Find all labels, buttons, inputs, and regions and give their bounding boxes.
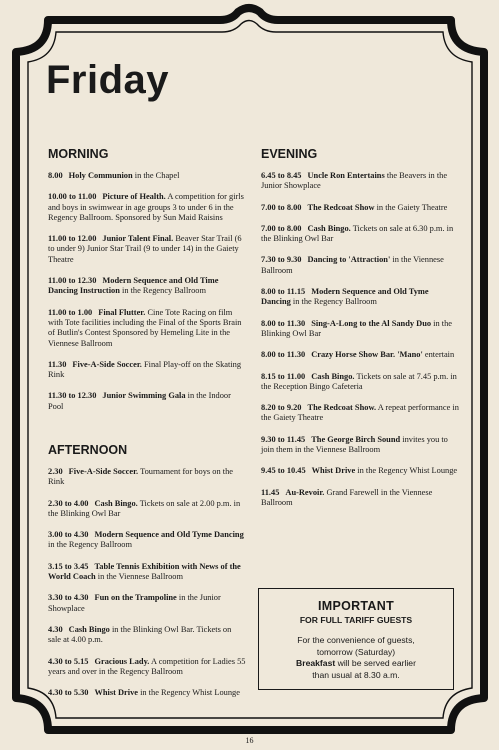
event-item bbox=[48, 499, 246, 520]
event-item bbox=[48, 657, 246, 678]
event-time: 7.00 to 8.00 bbox=[261, 202, 302, 212]
page-number: 16 bbox=[245, 736, 254, 745]
event-description: Grand Farewell in the Viennese Ballroom bbox=[261, 487, 433, 507]
event-name: Dancing to 'Attraction' bbox=[307, 255, 391, 265]
event-time: 2.30 to 4.00 bbox=[48, 498, 89, 508]
event-name: Modern Sequence and Old Tyme Dancing bbox=[94, 530, 244, 540]
event-description: in the Indoor Pool bbox=[48, 391, 231, 411]
event-item bbox=[48, 171, 246, 181]
event-description: A competition for girls and boys in swimwear in age groups 3 to under 6 in the Regency Ballroom. Sponsored by Sun Maid Raisins bbox=[48, 192, 244, 222]
event-time: 2.30 bbox=[48, 467, 63, 476]
morning-heading: MORNING bbox=[48, 147, 109, 161]
event-item bbox=[48, 467, 246, 488]
event-time: 9.30 to 11.45 bbox=[261, 434, 306, 444]
event-time: 11.45 bbox=[261, 487, 280, 497]
event-time: 8.15 to 11.00 bbox=[261, 371, 306, 381]
event-item bbox=[261, 466, 459, 476]
event-description: Tickets on sale at 2.00 p.m. in the Blinking Owl Bar bbox=[48, 498, 241, 518]
event-time: 7.30 to 9.30 bbox=[261, 255, 302, 265]
notice-line-2: tomorrow (Saturday) bbox=[316, 646, 396, 657]
afternoon-events bbox=[48, 467, 246, 709]
event-description: in the Viennese Ballroom bbox=[261, 255, 444, 275]
event-item bbox=[48, 562, 246, 583]
event-name: Cash Bingo. bbox=[311, 371, 355, 381]
event-description: A repeat performance in the Gaiety Theatre bbox=[261, 403, 459, 423]
event-item bbox=[48, 276, 246, 297]
event-item bbox=[261, 350, 459, 360]
event-item bbox=[48, 593, 246, 614]
notice-line-1: For the convenience of guests, bbox=[297, 635, 415, 645]
event-description: Tickets on sale at 6.30 p.m. in the Blinking Owl Bar bbox=[261, 223, 454, 244]
event-time: 11.00 to 12.30 bbox=[48, 276, 97, 286]
evening-events bbox=[261, 171, 459, 519]
event-time: 3.15 to 3.45 bbox=[48, 561, 89, 571]
event-item bbox=[261, 319, 459, 340]
event-description: in the Blinking Owl Bar. Tickets on sale at 4.00 p.m. bbox=[48, 624, 232, 645]
afternoon-heading: AFTERNOON bbox=[48, 443, 128, 457]
event-description: Cine Tote Racing on film with Tote facilities including the Final of the Sports Brain of Butlin's Contest Sponsored by Hemeling Lite in the Viennese Ballroom bbox=[48, 307, 242, 348]
event-item bbox=[261, 435, 459, 456]
event-description: in the Regency Ballroom bbox=[119, 286, 206, 296]
event-item bbox=[48, 192, 246, 223]
event-name: Holy Communion bbox=[68, 171, 133, 180]
event-description: Beaver Star Trail (6 to under 9) Junior Star Trail (9 to under 14) in the Gaiety Theatre bbox=[48, 234, 242, 264]
event-time: 4.30 to 5.30 bbox=[48, 688, 89, 698]
event-item bbox=[261, 203, 459, 213]
event-name: Whist Drive bbox=[94, 688, 138, 698]
event-name: Sing-A-Long to the Al Sandy Duo bbox=[311, 318, 432, 328]
event-time: 3.30 to 4.30 bbox=[48, 593, 89, 603]
notice-line-3-rest: will be served earlier bbox=[335, 658, 416, 668]
event-name: Whist Drive bbox=[311, 466, 356, 476]
event-description: in the Regency Ballroom bbox=[48, 540, 132, 550]
event-item bbox=[48, 308, 246, 349]
page-title: Friday bbox=[46, 58, 170, 102]
event-name: The Redcoat Show bbox=[307, 202, 375, 212]
event-item bbox=[48, 391, 246, 412]
event-time: 8.00 to 11.30 bbox=[261, 350, 306, 360]
event-description: in the Junior Showplace bbox=[48, 593, 221, 613]
event-name: Gracious Lady. bbox=[94, 656, 150, 666]
event-name: Cash Bingo. bbox=[307, 223, 351, 233]
event-item bbox=[48, 530, 246, 551]
event-item bbox=[261, 287, 459, 308]
event-name: Final Flutter. bbox=[98, 307, 146, 317]
event-time: 11.30 bbox=[48, 359, 67, 369]
event-item bbox=[261, 403, 459, 424]
event-name: Junior Talent Final. bbox=[102, 234, 174, 244]
event-time: 11.30 to 12.30 bbox=[48, 391, 97, 401]
notice-body bbox=[259, 635, 453, 681]
event-name: The George Birch Sound bbox=[311, 434, 401, 444]
event-name: Cash Bingo bbox=[68, 624, 110, 634]
event-time: 10.00 to 11.00 bbox=[48, 192, 97, 202]
event-description: in the Blinking Owl Bar bbox=[261, 318, 452, 338]
event-time: 8.00 to 11.30 bbox=[261, 318, 306, 328]
event-description: invites you to join them in the Viennese Ballroom bbox=[261, 434, 448, 455]
event-item bbox=[261, 372, 459, 393]
notice-breakfast: Breakfast bbox=[296, 658, 336, 668]
notice-line-4: than usual at 8.30 a.m. bbox=[312, 669, 400, 680]
evening-heading: EVENING bbox=[261, 147, 318, 161]
event-time: 3.00 to 4.30 bbox=[48, 530, 89, 540]
event-description: Tickets on sale at 7.45 p.m. in the Reception Bingo Cafeteria bbox=[261, 371, 457, 391]
event-description: A competition for Ladies 55 years and over in the Regency Ballroom bbox=[48, 656, 246, 676]
event-name: Fun on the Trampoline bbox=[94, 593, 177, 603]
event-item bbox=[261, 224, 459, 245]
event-item bbox=[261, 255, 459, 276]
event-name: Au-Revoir. bbox=[285, 487, 325, 497]
notice-title: IMPORTANT bbox=[317, 599, 395, 613]
event-time: 4.30 bbox=[48, 624, 63, 634]
important-notice-box bbox=[258, 588, 454, 690]
event-name: Picture of Health. bbox=[102, 192, 166, 202]
notice-subtitle: FOR FULL TARIFF GUESTS bbox=[299, 615, 413, 625]
event-description: in the Regency Whist Lounge bbox=[137, 688, 240, 698]
event-name: Junior Swimming Gala bbox=[102, 391, 186, 401]
event-item bbox=[261, 488, 459, 509]
event-time: 8.20 to 9.20 bbox=[261, 403, 302, 413]
notice-line-3 bbox=[259, 658, 453, 670]
event-time: 6.45 to 8.45 bbox=[261, 171, 302, 180]
event-description: Final Play-off on the Skating Rink bbox=[48, 359, 242, 380]
event-name: Modern Sequence and Old Time Dancing Instruction bbox=[48, 276, 219, 296]
event-description: in the Gaiety Theatre bbox=[374, 202, 448, 212]
event-name: Modern Sequence and Old Tyme Dancing bbox=[261, 287, 429, 307]
event-item bbox=[48, 360, 246, 381]
event-description: in the Regency Whist Lounge bbox=[355, 466, 458, 476]
event-description: in the Chapel bbox=[132, 171, 180, 180]
event-name: Crazy Horse Show Bar. 'Mano' bbox=[311, 350, 423, 360]
event-name: Five-A-Side Soccer. bbox=[72, 359, 142, 369]
event-item bbox=[261, 171, 459, 192]
event-name: Table Tennis Exhibition with News of the World Coach bbox=[48, 561, 241, 582]
event-time: 8.00 to 11.15 bbox=[261, 287, 306, 297]
event-description: Tournament for boys on the Rink bbox=[48, 467, 233, 487]
event-time: 11.00 to 1.00 bbox=[48, 307, 93, 317]
event-name: Cash Bingo. bbox=[94, 498, 138, 508]
event-description: in the Regency Ballroom bbox=[290, 297, 377, 307]
event-description: the Beavers in the Junior Showplace bbox=[261, 171, 448, 191]
event-name: Uncle Ron Entertains bbox=[307, 171, 385, 180]
event-item bbox=[48, 234, 246, 265]
event-name: The Redcoat Show. bbox=[307, 403, 377, 413]
event-description: in the Viennese Ballroom bbox=[95, 572, 183, 582]
event-item bbox=[48, 688, 246, 698]
event-time: 11.00 to 12.00 bbox=[48, 234, 97, 244]
event-time: 7.00 to 8.00 bbox=[261, 223, 302, 233]
event-time: 4.30 to 5.15 bbox=[48, 656, 89, 666]
event-item bbox=[48, 625, 246, 646]
event-time: 9.45 to 10.45 bbox=[261, 466, 306, 476]
event-description: entertain bbox=[422, 350, 455, 360]
morning-events bbox=[48, 171, 246, 423]
event-time: 8.00 bbox=[48, 171, 63, 180]
event-name: Five-A-Side Soccer. bbox=[68, 467, 139, 476]
